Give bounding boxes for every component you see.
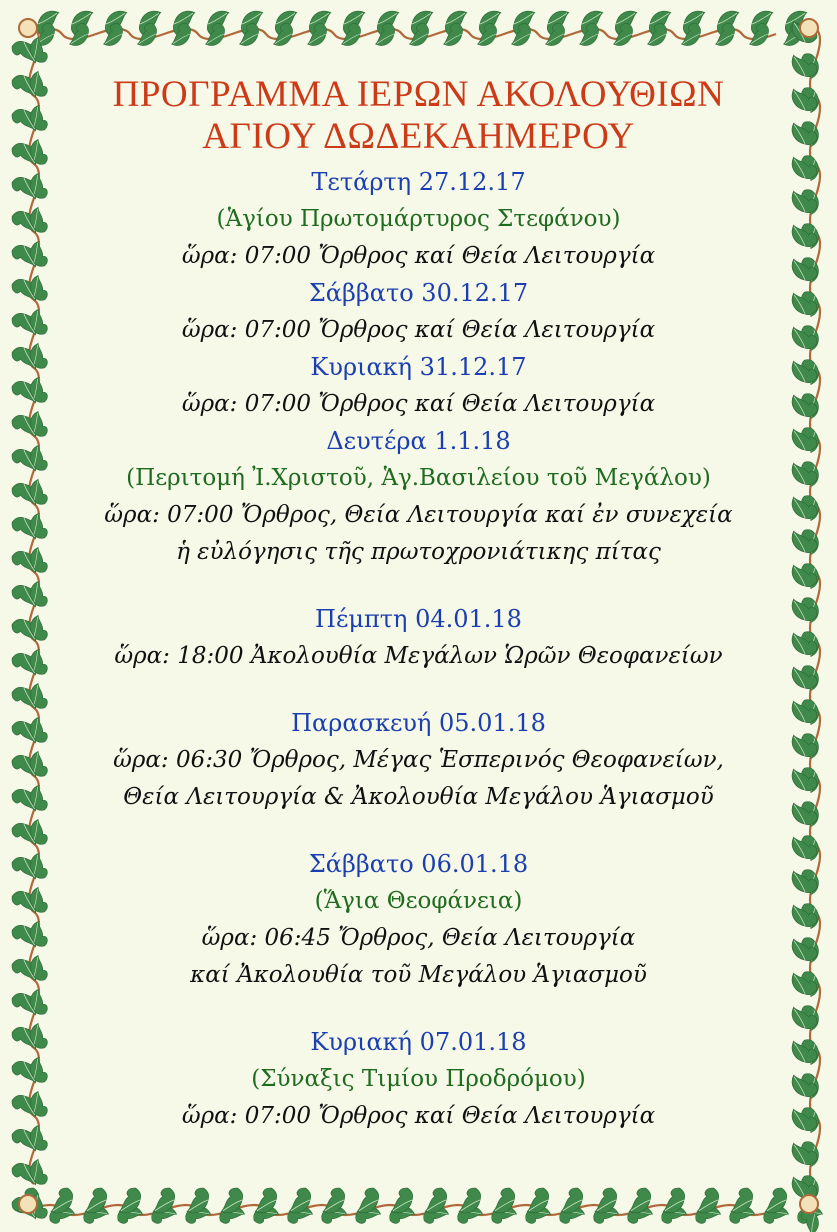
entry-service-line: ὥρα: 07:00 Ὄρθρος καί Θεία Λειτουργία [181, 1103, 656, 1129]
title-block [60, 74, 777, 158]
schedule-entry [60, 164, 777, 275]
entry-service-line: καί Ἀκολουθία τοῦ Μεγάλου Ἁγιασμοῦ [190, 962, 647, 988]
entry-feast: (Ἁγίου Πρωτομάρτυρος Στεφάνου) [216, 206, 621, 232]
corner-rosette [19, 1195, 37, 1213]
leaf-ornament [676, 22, 704, 48]
leaf-ornament [98, 22, 126, 48]
spacer [60, 571, 777, 601]
leaf-ornament [540, 22, 568, 48]
leaf-ornament [268, 22, 296, 48]
entry-day: Παρασκευή 05.01.18 [291, 709, 546, 737]
leaf-ornament [234, 22, 262, 48]
schedule-document [60, 74, 777, 1135]
leaf-ornament [302, 22, 330, 48]
spacer [60, 994, 777, 1024]
entry-service-line: ὥρα: 07:00 Ὄρθρος, Θεία Λειτουργία καί ἐν συνεχεία [104, 502, 733, 528]
leaf-ornament [642, 22, 670, 48]
entry-service-line: ὥρα: 18:00 Ἀκολουθία Μεγάλων Ὡρῶν Θεοφανείων [114, 643, 723, 669]
leaf-ornament [710, 22, 738, 48]
schedule-entry [60, 275, 777, 349]
page-title-line1: ΠΡΟΓΡΑΜΜΑ ΙΕΡΩΝ ΑΚΟΛΟΥΘΙΩΝ [112, 74, 725, 115]
entry-day: Κυριακή 31.12.17 [310, 353, 527, 381]
entry-service-line: ὥρα: 07:00 Ὄρθρος καί Θεία Λειτουργία [181, 317, 656, 343]
page-title-line2: ΑΓΙΟΥ ΔΩΔΕΚΑΗΜΕΡΟΥ [202, 116, 635, 157]
schedule-entry [60, 705, 777, 816]
leaf-ornament [744, 22, 772, 48]
leaf-ornament [438, 22, 466, 48]
entry-feast: (Ἅγια Θεοφάνεια) [314, 888, 523, 914]
spacer [60, 675, 777, 705]
entry-feast: (Σύναξις Τιμίου Προδρόμου) [251, 1066, 586, 1092]
entry-day: Κυριακή 07.01.18 [310, 1028, 527, 1056]
entry-day: Τετάρτη 27.12.17 [311, 168, 526, 196]
entry-day: Σάββατο 06.01.18 [308, 850, 529, 878]
entry-day: Σάββατο 30.12.17 [308, 279, 529, 307]
leaf-ornament [166, 22, 194, 48]
entry-service-line: ὥρα: 07:00 Ὄρθρος καί Θεία Λειτουργία [181, 391, 656, 417]
schedule-entry [60, 1024, 777, 1135]
leaf-ornament [472, 22, 500, 48]
entry-service-line: ὥρα: 06:30 Ὄρθρος, Μέγας Ἑσπερινός Θεοφανείων, [113, 747, 724, 773]
leaf-ornament [506, 22, 534, 48]
entry-day: Δευτέρα 1.1.18 [326, 427, 511, 455]
leaf-ornament [132, 22, 160, 48]
corner-rosette [19, 19, 37, 37]
schedule-entry [60, 423, 777, 571]
corner-rosette [800, 19, 818, 37]
entry-service-line: Θεία Λειτουργία & Ἀκολουθία Μεγάλου Ἁγιασμοῦ [123, 784, 714, 810]
schedule-entry [60, 601, 777, 675]
leaf-ornament [200, 22, 228, 48]
entry-service-line: ὥρα: 06:45 Ὄρθρος, Θεία Λειτουργία [201, 925, 636, 951]
leaf-ornament [64, 22, 92, 48]
schedule-entry [60, 846, 777, 994]
corner-rosette [800, 1195, 818, 1213]
entry-feast: (Περιτομή Ἰ.Χριστοῦ, Ἁγ.Βασιλείου τοῦ Μεγάλου) [126, 465, 711, 491]
spacer [60, 816, 777, 846]
leaf-ornament [404, 22, 432, 48]
entry-service-line: ἡ εὐλόγησις τῆς πρωτοχρονιάτικης πίτας [176, 539, 661, 565]
leaf-ornament [336, 22, 364, 48]
leaf-ornament [608, 22, 636, 48]
schedule-entry [60, 349, 777, 423]
entry-service-line: ὥρα: 07:00 Ὄρθρος καί Θεία Λειτουργία [181, 243, 656, 269]
leaf-ornament [370, 22, 398, 48]
entry-day: Πέμπτη 04.01.18 [315, 605, 522, 633]
leaf-ornament [574, 22, 602, 48]
